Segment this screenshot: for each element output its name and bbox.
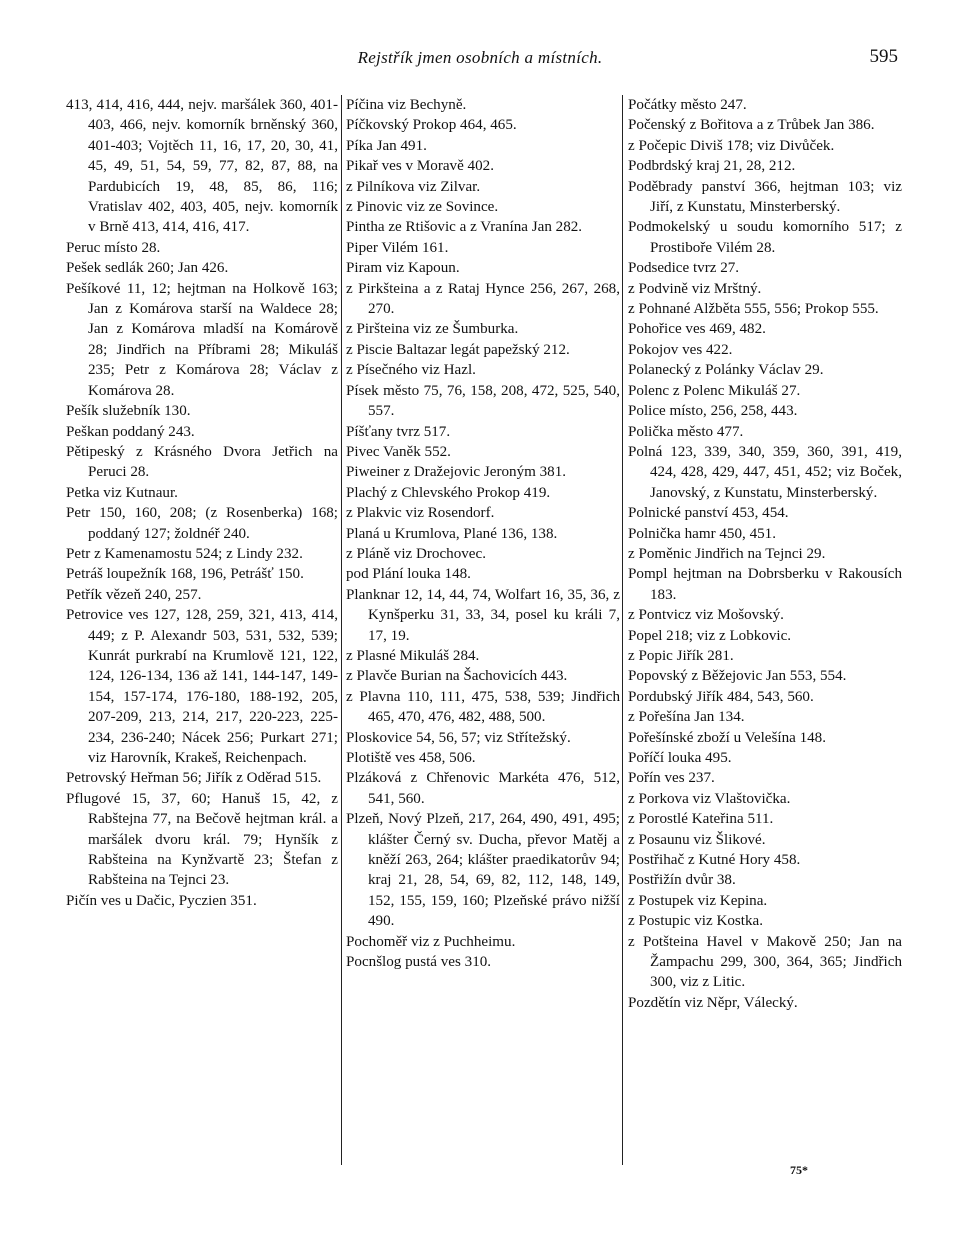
index-entry: z Porkova viz Vlaštovička. — [628, 790, 791, 807]
index-entry: z Pirkšteina a z Rataj Hynce 256, 267, 268, 270. — [346, 280, 620, 318]
index-entry: Plzeň, Nový Plzeň, 217, 264, 490, 491, 495; klášter Černý sv. Ducha, převor Matěj a kněží 263, 264; klášter praedikatorův 94; kraj 21, 28, 54, 69, 82, 112, 148, 149, 152, 155, 159, 160; Plzeňské právo nižší 490. — [346, 811, 620, 930]
index-entry: Police místo, 256, 258, 443. — [628, 403, 798, 420]
index-entry: z Posaunu viz Šlikové. — [628, 831, 766, 848]
index-entry: Petka viz Kutnaur. — [66, 484, 178, 501]
index-entry: Píčina viz Bechyně. — [346, 97, 467, 113]
index-entry: pod Plání louka 148. — [346, 566, 471, 583]
index-entry: Polnička hamr 450, 451. — [628, 525, 776, 542]
index-column-3 — [628, 95, 902, 1013]
index-entry: Plachý z Chlevského Prokop 419. — [346, 484, 551, 501]
index-entry: z Pořešína Jan 134. — [628, 709, 745, 726]
index-entry: Píčkovský Prokop 464, 465. — [346, 117, 517, 134]
index-entry: Pivec Vaněk 552. — [346, 443, 451, 460]
index-entry: Pochoměř viz z Puchheimu. — [346, 933, 516, 950]
index-entry: Podsedice tvrz 27. — [628, 260, 740, 277]
index-entry: Pordubský Jiřík 484, 543, 560. — [628, 688, 814, 705]
index-entry: Počátky město 247. — [628, 97, 747, 113]
index-entry: Postřihač z Kutné Hory 458. — [628, 852, 801, 869]
index-entry: Polnické panství 453, 454. — [628, 505, 789, 522]
index-entry: z Počepic Diviš 178; viz Divůček. — [628, 137, 835, 154]
index-entry: Pokojov ves 422. — [628, 341, 733, 358]
index-entry: z Poměnic Jindřich na Tejnci 29. — [628, 545, 826, 562]
index-entry: Peškan poddaný 243. — [66, 423, 195, 440]
index-entry: Pešíkové 11, 12; hejtman na Holkově 163; Jan z Komárova starší na Waldece 28; Jan z Komárova mladší na Komárově 28; Jindřich na Příbrami 28; Mikuláš 235; Petr z Komárova 28; Václav z Komárova 28. — [66, 280, 338, 399]
index-entry: Polanecký z Polánky Václav 29. — [628, 362, 824, 379]
index-entry: z Popic Jiřík 281. — [628, 647, 734, 664]
index-entry: Postřižín dvůr 38. — [628, 872, 736, 889]
page-title: Rejstřík jmen osobních a místních. — [357, 48, 603, 67]
index-entry: z Plakvic viz Rosendorf. — [346, 505, 495, 522]
index-entry: z Plavče Burian na Šachovicích 443. — [346, 668, 568, 685]
index-entry: Podbrdský kraj 21, 28, 212. — [628, 158, 796, 175]
index-entry: Ploskovice 54, 56, 57; viz Střítežský. — [346, 729, 571, 746]
index-entry: Píka Jan 491. — [346, 137, 427, 154]
index-entry: Pičín ves u Dačic, Pyczien 351. — [66, 892, 257, 909]
index-entry: z Pontvicz viz Mošovský. — [628, 607, 784, 624]
index-entry: Pešek sedlák 260; Jan 426. — [66, 260, 229, 277]
index-entry: z Piršteina viz ze Šumburka. — [346, 321, 519, 338]
index-entry: Poříčí louka 495. — [628, 750, 732, 766]
index-entry: z Postupic viz Kostka. — [628, 913, 763, 930]
index-entry: Písek město 75, 76, 158, 208, 472, 525, 540, 557. — [346, 382, 620, 420]
index-entry: Peruc místo 28. — [66, 239, 161, 256]
running-header — [0, 44, 960, 74]
index-column-2 — [346, 95, 620, 972]
signature-mark: 75* — [790, 1163, 808, 1177]
index-entry: Pocnšlog pustá ves 310. — [346, 954, 492, 971]
index-entry: Piweiner z Dražejovic Jeroným 381. — [346, 464, 567, 481]
index-entry: z Písečného viz Hazl. — [346, 362, 476, 379]
index-entry: z Pohnané Alžběta 555, 556; Prokop 555. — [628, 301, 879, 318]
index-entry: z Podvině viz Mrštný. — [628, 280, 762, 297]
index-entry: Pompl hejtman na Dobrsberku v Rakousích 183. — [628, 566, 902, 603]
index-entry: z Piscie Baltazar legát papežský 212. — [346, 341, 570, 358]
index-entry: Polenc z Polenc Mikuláš 27. — [628, 382, 801, 399]
index-entry: z Pinovic viz ze Sovince. — [346, 199, 499, 216]
index-entry: Piram viz Kapoun. — [346, 260, 460, 277]
index-entry: z Porostlé Kateřina 511. — [628, 811, 774, 828]
index-entry: Podmokelský u soudu komorního 517; z Prostibořе Vilém 28. — [628, 219, 902, 256]
index-entry: Pintha ze Rtišovic a z Vranína Jan 282. — [346, 219, 583, 236]
index-entry: Petrovský Heřman 56; Jiřík z Oděrad 515. — [66, 770, 322, 787]
column-divider — [622, 95, 623, 1165]
index-entry: Pořešínské zboží u Velešína 148. — [628, 729, 827, 746]
index-entry: Popovský z Běžejovic Jan 553, 554. — [628, 668, 847, 685]
index-entry: z Pilníkova viz Zilvar. — [346, 178, 481, 195]
index-entry: Piper Vilém 161. — [346, 239, 449, 256]
index-entry: Petrovice ves 127, 128, 259, 321, 413, 414, 449; z P. Alexandr 503, 531, 532, 539; Kunrát purkrabí na Krumlově 121, 122, 124, 126-134, 136 až 141, 144-147, 149-154, 157-174, 176-180, 188-192, 205, 207-209, 213, 214, 217, 220-223, 225-234, 236-240; Nácek 256; Purkart 271; viz Harovník, Krakeš, Reichenpach. — [66, 607, 338, 766]
index-entry: Petr 150, 160, 208; (z Rosenberka) 168; poddaný 127; žoldnéř 240. — [66, 505, 338, 542]
index-entry: z Postupek viz Kepina. — [628, 892, 768, 909]
index-entry: Petráš loupežník 168, 196, Petrášť 150. — [66, 566, 304, 583]
index-entry: Popel 218; viz z Lobkovic. — [628, 627, 792, 644]
index-entry: Polička město 477. — [628, 423, 744, 440]
index-entry: Poděbrady panství 366, hejtman 103; viz Jiří, z Kunstatu, Minsterberský. — [628, 178, 902, 216]
index-entry: Polná 123, 339, 340, 359, 360, 391, 419, 424, 428, 429, 447, 451, 452; viz Boček, Janovský, z Kunstatu, Minsterberský. — [628, 443, 902, 501]
index-entry: z Plasné Mikuláš 284. — [346, 647, 480, 664]
index-entry: Petřík vězeň 240, 257. — [66, 586, 202, 603]
index-entry: Petr z Kamenamostu 524; z Lindy 232. — [66, 545, 303, 562]
index-entry: 413, 414, 416, 444, nejv. maršálek 360, 401-403, 466, nejv. komorník brněnský 360, 401-403; Vojtěch 11, 16, 17, 20, 30, 41, 45, 49, 51, 54, 59, 77, 82, 87, 88, na Pardubicích 19, 48, 85, 86, 116; Vratislav 402, 403, 405, nejv. komorník v Brně 413, 414, 416, 417. — [66, 97, 338, 236]
index-entry: Pořín ves 237. — [628, 770, 715, 787]
index-entry: z Potšteina Havel v Makově 250; Jan na Žampachu 299, 300, 364, 365; Jindřich 300, viz z Litic. — [628, 933, 902, 991]
index-entry: Pozdětín viz Něpr, Válecký. — [628, 994, 798, 1011]
index-entry: Pešík služebník 130. — [66, 403, 191, 420]
index-entry: Pflugové 15, 37, 60; Hanuš 15, 42, z Rabštejna 77, na Bečově hejtman král. a maršálek dvoru král. 79; Hynšík z Rabšteina na Kynžvartě 23; Štefan z Rabšteina na Tejnci 23. — [66, 790, 338, 889]
page-number: 595 — [869, 46, 898, 67]
column-divider — [341, 95, 342, 1165]
index-entry: Planknar 12, 14, 44, 74, Wolfart 16, 35, 36, z Kynšperku 31, 33, 34, posel ku králi 7, 17, 19. — [346, 586, 620, 644]
index-entry: Pohořice ves 469, 482. — [628, 321, 766, 338]
index-entry: Píšťany tvrz 517. — [346, 423, 451, 440]
index-entry: z Plavna 110, 111, 475, 538, 539; Jindřich 465, 470, 476, 482, 488, 500. — [346, 688, 620, 726]
index-entry: Plotiště ves 458, 506. — [346, 750, 476, 766]
index-entry: Planá u Krumlova, Plané 136, 138. — [346, 525, 558, 542]
index-column-1 — [66, 95, 338, 911]
index-entry: Počenský z Bořitova a z Trůbek Jan 386. — [628, 117, 875, 134]
index-entry: z Pláně viz Drochovec. — [346, 545, 486, 562]
index-entry: Pětipeský z Krásného Dvora Jetřich na Peruci 28. — [66, 443, 338, 481]
index-entry: Plzáková z Chřenovic Markéta 476, 512, 541, 560. — [346, 770, 620, 807]
index-entry: Pikař ves v Moravě 402. — [346, 158, 494, 175]
